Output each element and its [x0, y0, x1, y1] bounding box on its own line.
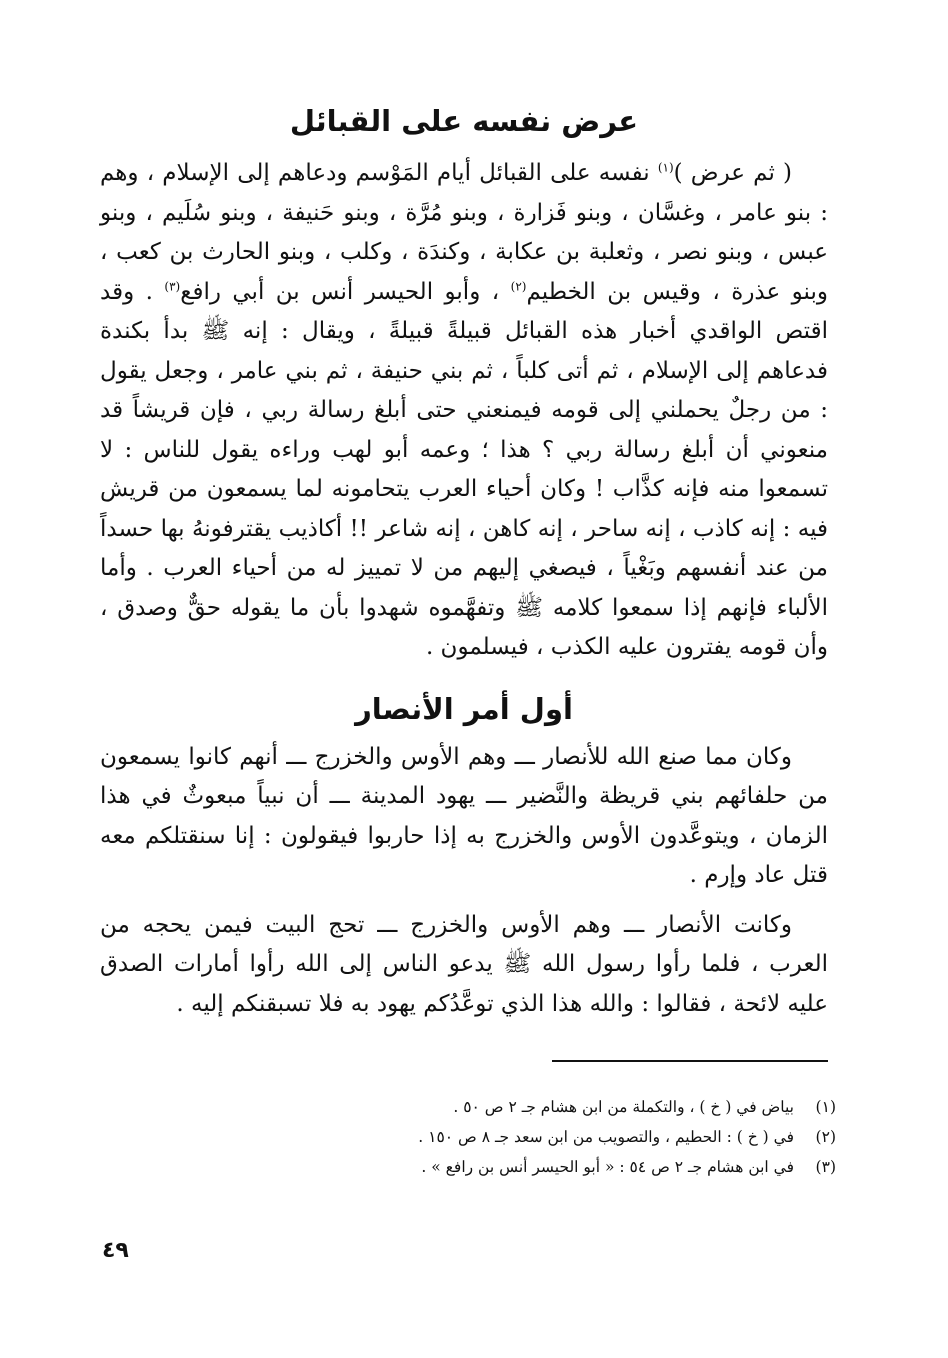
page-number: ٤٩ [102, 1238, 129, 1263]
paragraph-ansar-2: وكانت الأنصار ـــ وهم الأوس والخزرج ـــ تحج البيت فيمن يحجه من العرب ، فلما رأوا رسول الله ﷺ يدعو الناس إلى الله رأوا أمارات الصدق عليه لائحة ، فقالوا : والله هذا الذي توعَّدُكم يهود به فلا تسبقنكم إليه . [100, 911, 828, 1017]
footnote-ref-1[interactable]: (١) [657, 160, 674, 175]
footnote-ref-3[interactable]: (٣) [164, 278, 181, 293]
text-segment: ، وأبو الحيسر أنس بن أبي رافع [180, 278, 511, 305]
footnote-number: (٢) [815, 1128, 836, 1146]
text-segment: . وقد اقتص الواقدي أخبار هذه القبائل قبيلةً قبيلةً ، ويقال : إنه ﷺ بدأ بكندة فدعاهم إلى الإسلام ، ثم أتى كلباً ، ثم بني حنيفة ، ثم بني عامر ، وجعل يقول : من رجلٌ يحملني إلى قومه فيمنعني حتى أبلغ رسالة ربي ، فإن قريشاً قد منعوني أن أبلغ رسالة ربي ؟ هذا ؛ وعمه أبو لهب وراءه يقول للناس : لا تسمعوا منه فإنه كذَّاب ! وكان أحياء العرب يتحامونه لما يسمعون من قريش فيه : إنه كاذب ، إنه ساحر ، إنه كاهن ، إنه شاعر !! أكاذيب يقترفونهُ بها حسداً من عند أنفسهم وبَغْياً ، فيصغي إليهم من لا تمييز له من أحياء العرب . وأما الألباء فإنهم إذا سمعوا كلامه ﷺ وتفهَّموه شهدوا بأن ما يقوله حقٌّ وصدق ، وأن قومه يفترون عليه الكذب ، فيسلمون . [100, 278, 828, 660]
section-title-offering: عرض نفسه على القبائل [289, 104, 639, 138]
paragraph-ansar-1: وكان مما صنع الله للأنصار ـــ وهم الأوس والخزرج ـــ أنهم كانوا يسمعون من حلفائهم بني قريظة والنَّضير ـــ يهود المدينة ـــ أن نبياً مبعوثٌ في هذا الزمان ، ويتوعَّدون الأوس والخزرج به إذا حاربوا فيقولون : إنا سنقتلكم معه قتل عاد وإرم . [100, 743, 828, 888]
footnote-text: في ( خ ) : الحطيم ، والتصويب من ابن سعد جـ ٨ ص ١٥٠ . [418, 1128, 794, 1146]
footnote-1 [300, 1092, 836, 1122]
footnote-number: (٣) [815, 1158, 836, 1176]
text-segment: نفسه على القبائل أيام المَوْسم ودعاهم إلى الإسلام ، وهم : بنو عامر ، وغسَّان ، وبنو فَزارة ، وبنو مُرَّة ، وبنو حَنيفة ، وبنو سُلَيم ، وبنو عبس ، وبنو نصر ، وثعلبة بن عكابة ، وكندَة ، وكلب ، وبنو الحارث بن كعب ، وبنو عذرة ، وقيس بن الخطيم [100, 160, 829, 305]
text-segment: ( ثم عرض ) [673, 160, 793, 186]
page-body [100, 92, 828, 1024]
footnote-3 [300, 1152, 836, 1182]
paragraph-offering-tribes [100, 154, 828, 668]
footnote-text: في ابن هشام جـ ٢ ص ٥٤ : « أبو الحيسر أنس بن رافع » . [421, 1158, 794, 1176]
footnote-2 [300, 1122, 836, 1152]
footnote-number: (١) [815, 1098, 836, 1116]
section-title-ansar: أول أمر الأنصار [355, 691, 573, 726]
footnote-divider [552, 1060, 828, 1062]
footnote-text: بياض في ( خ ) ، والتكملة من ابن هشام جـ ٢ ص ٥٠ . [453, 1098, 794, 1116]
footnotes [300, 1092, 836, 1182]
footnote-ref-2[interactable]: (٢) [510, 278, 527, 293]
